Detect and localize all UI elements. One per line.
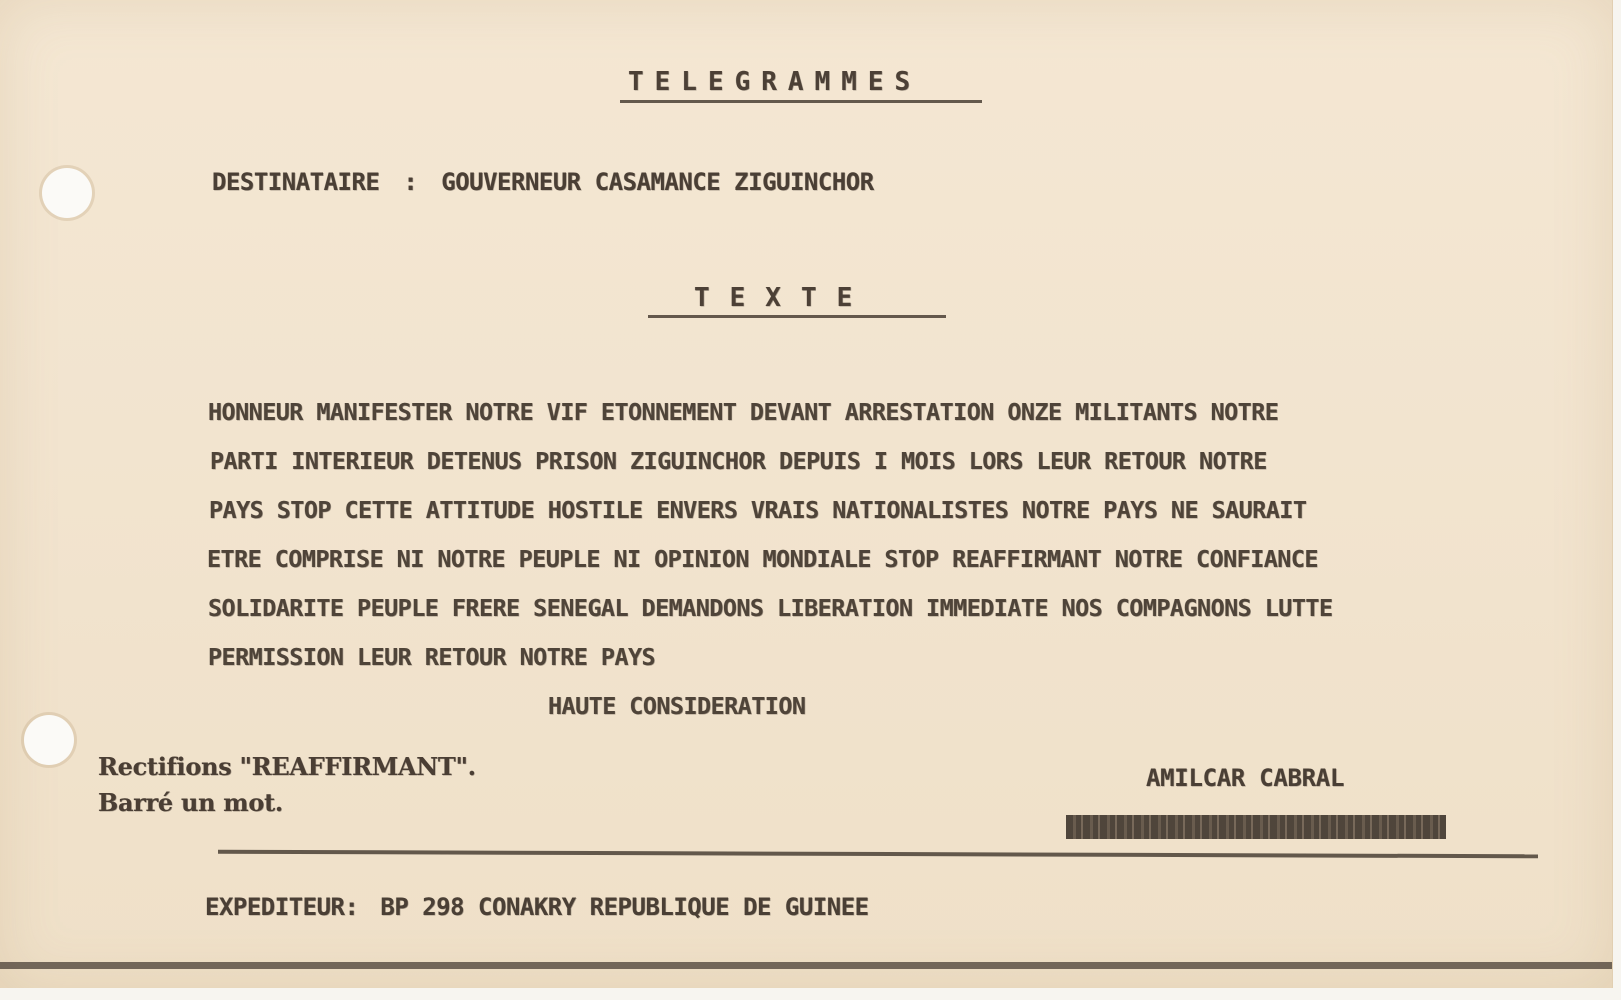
sender-label: EXPEDITEUR: bbox=[205, 893, 359, 921]
closing: HAUTE CONSIDERATION bbox=[548, 692, 806, 720]
signature: AMILCAR CABRAL bbox=[1146, 764, 1345, 792]
recipient-line bbox=[212, 168, 874, 196]
correction-note: Rectifions "REAFFIRMANT". bbox=[98, 752, 476, 781]
document-title: TELEGRAMMES bbox=[628, 67, 922, 97]
separator-line bbox=[218, 850, 1538, 859]
recipient-value: GOUVERNEUR CASAMANCE ZIGUINCHOR bbox=[441, 168, 874, 196]
title-underline bbox=[620, 100, 982, 103]
correction-note: Barré un mot. bbox=[98, 788, 283, 817]
struck-out-text bbox=[1066, 815, 1446, 839]
text-heading-underline bbox=[648, 315, 946, 318]
body-line: ETRE COMPRISE NI NOTRE PEUPLE NI OPINION MONDIALE STOP REAFFIRMANT NOTRE CONFIANCE bbox=[207, 545, 1318, 573]
recipient-label: DESTINATAIRE bbox=[212, 168, 380, 196]
recipient-separator: : bbox=[403, 168, 418, 196]
sender-line bbox=[205, 893, 869, 921]
punch-hole bbox=[24, 715, 74, 765]
body-line: PARTI INTERIEUR DETENUS PRISON ZIGUINCHOR DEPUIS I MOIS LORS LEUR RETOUR NOTRE bbox=[210, 447, 1267, 475]
punch-hole bbox=[42, 168, 92, 218]
body-line: HONNEUR MANIFESTER NOTRE VIF ETONNEMENT DEVANT ARRESTATION ONZE MILITANTS NOTRE bbox=[208, 398, 1279, 426]
sender-value: BP 298 CONAKRY REPUBLIQUE DE GUINEE bbox=[380, 893, 869, 921]
text-heading: TEXTE bbox=[694, 283, 873, 313]
bottom-edge-line bbox=[0, 962, 1612, 969]
body-line: SOLIDARITE PEUPLE FRERE SENEGAL DEMANDONS LIBERATION IMMEDIATE NOS COMPAGNONS LUTTE bbox=[208, 594, 1333, 622]
body-line: PERMISSION LEUR RETOUR NOTRE PAYS bbox=[208, 643, 656, 671]
body-line: PAYS STOP CETTE ATTITUDE HOSTILE ENVERS VRAIS NATIONALISTES NOTRE PAYS NE SAURAIT bbox=[209, 496, 1307, 524]
